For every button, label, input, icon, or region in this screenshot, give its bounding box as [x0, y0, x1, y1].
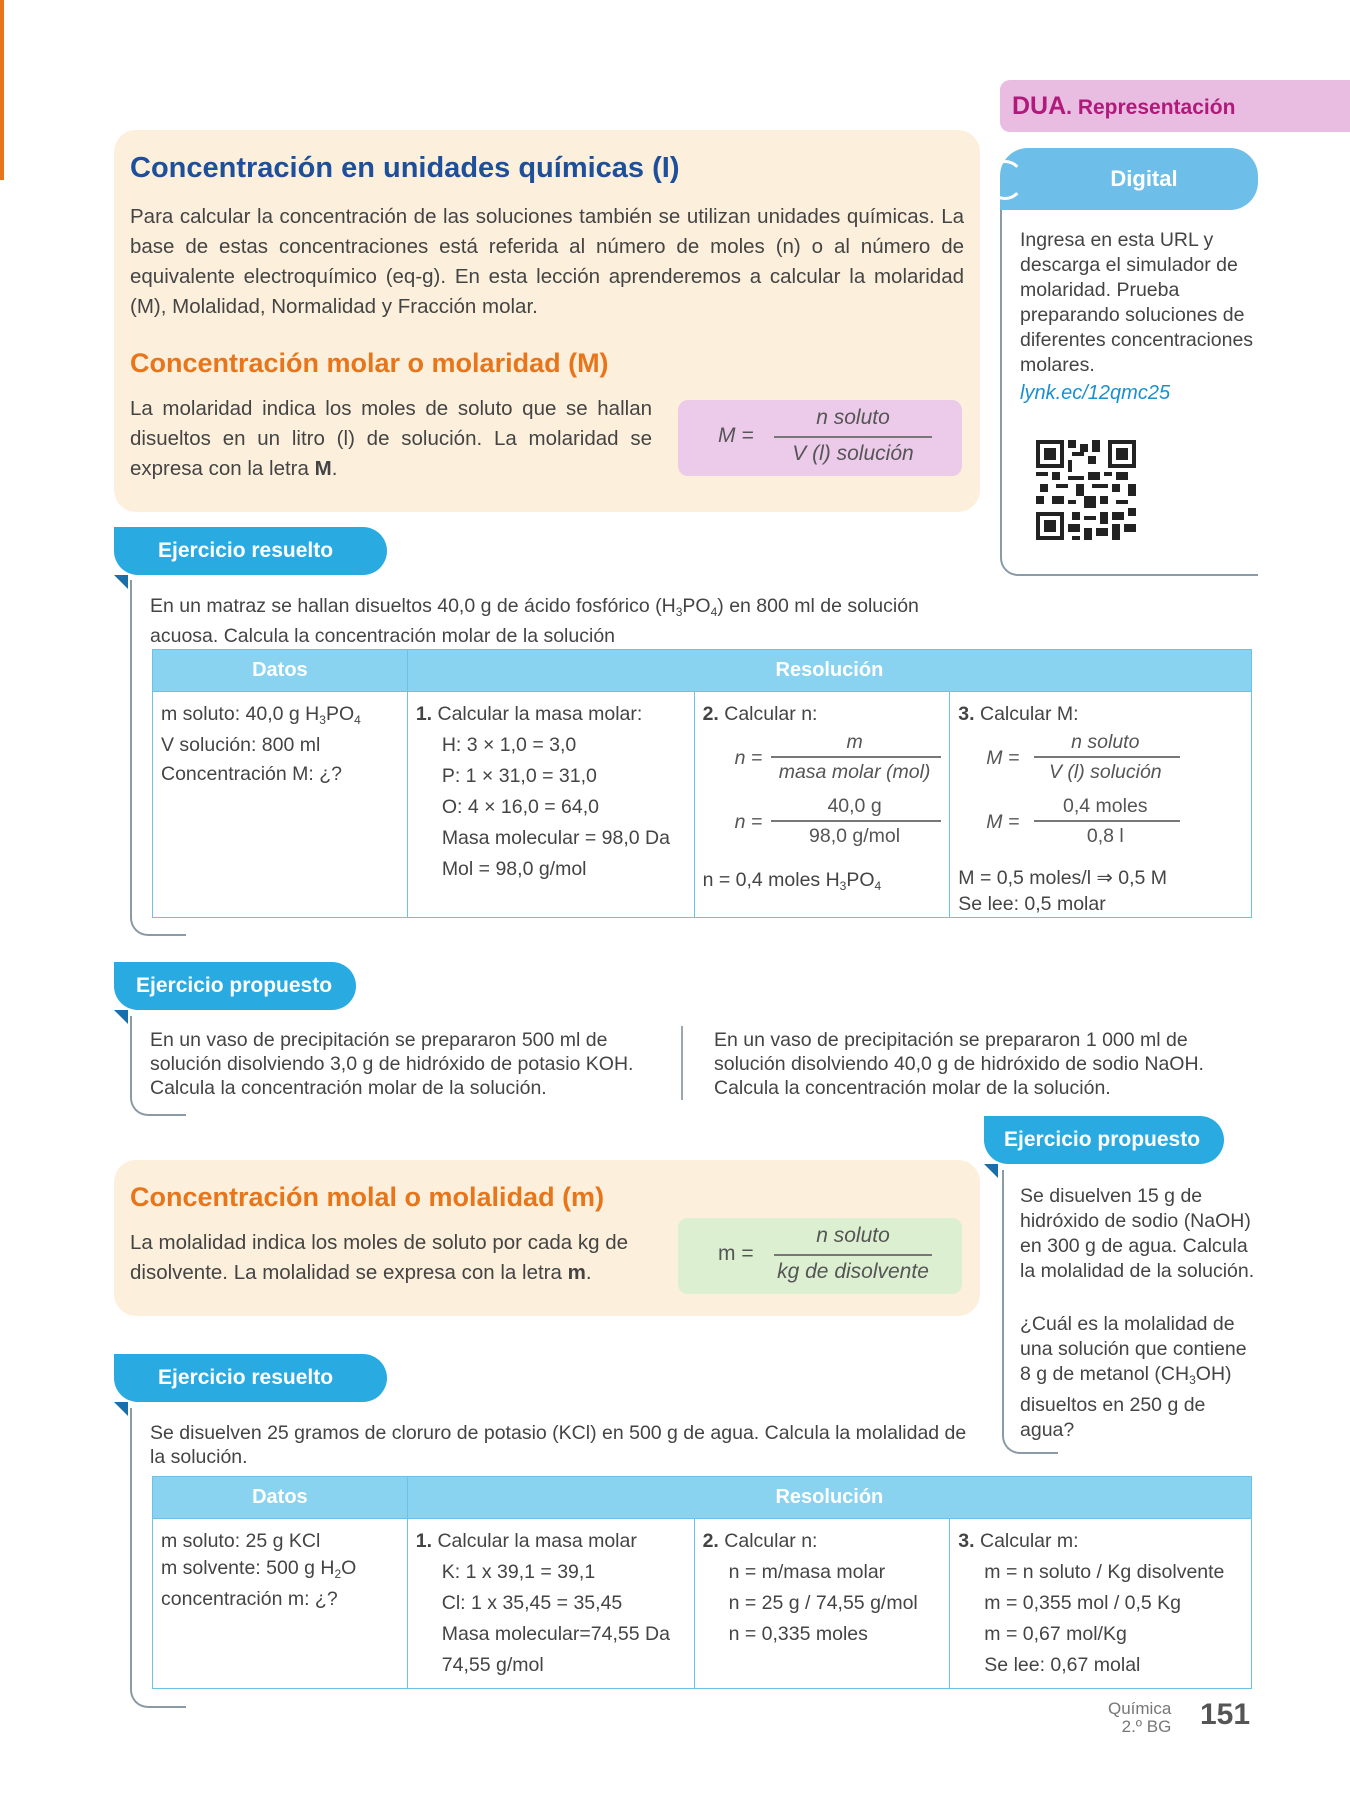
frac-den: 98,0 g/mol	[809, 825, 901, 847]
dua-sub-label: . Representación	[1066, 96, 1236, 119]
propuesto1-text-right: En un vaso de precipitación se prepararon 1 000 ml de solución disolviendo 40,0 g de hidróxido de sodio NaOH. Calcula la concentración molar de la solución.	[714, 1029, 1204, 1099]
step-title-text: Calcular la masa molar:	[432, 703, 643, 725]
step-title-text: Calcular M:	[974, 703, 1079, 725]
molaridad-description-end: .	[331, 457, 338, 480]
frac-den: 0,8 l	[1086, 825, 1124, 847]
step1-cell	[407, 692, 694, 918]
formula-lhs: m =	[718, 1242, 754, 1265]
step3-cell	[950, 1519, 1252, 1689]
frac-lhs: M =	[986, 747, 1020, 769]
datos-cell	[153, 692, 408, 918]
subsection-title-molalidad: Concentración molal o molalidad (m)	[130, 1182, 605, 1212]
digital-frame	[1000, 210, 1020, 576]
resuelto1-statement	[150, 594, 970, 648]
resuelto2-table	[152, 1476, 1252, 1689]
formula-lhs: M =	[718, 424, 754, 447]
molaridad-description	[130, 394, 652, 484]
step-line: m = 0,355 mol / 0,5 Kg	[984, 1592, 1182, 1614]
frac-den: V (l) solución	[1048, 761, 1162, 783]
step-title-text: Calcular la masa molar	[432, 1530, 637, 1552]
step-title	[416, 1527, 686, 1556]
datos-1s1: 3	[319, 713, 326, 727]
step-line: Se lee: 0,67 molal	[984, 1654, 1141, 1676]
frac-num: 0,4 moles	[1063, 795, 1148, 817]
frac-num: n soluto	[1071, 731, 1140, 753]
step3-result: M = 0,5 moles/l ⇒ 0,5 M	[958, 867, 1167, 889]
sidebar-propuesto-text2-sub: 3	[1189, 1373, 1196, 1387]
step-title	[703, 700, 942, 729]
step-number: 2.	[702, 1530, 719, 1552]
step-number: 3.	[958, 1530, 975, 1552]
step-line: H: 3 × 1,0 = 3,0	[441, 734, 577, 756]
page-edge-accent	[0, 0, 4, 180]
step3-cell	[950, 692, 1252, 918]
molaridad-description-bold: M	[314, 457, 332, 480]
resuelto1-stmt-sub1: 3	[675, 605, 683, 619]
footer-subject-name: Química	[1108, 1699, 1172, 1718]
formula-denominator: kg de disolvente	[777, 1260, 929, 1283]
step-title	[958, 700, 1243, 729]
frac-lhs: M =	[986, 811, 1020, 833]
datos-line	[161, 700, 399, 735]
digital-text: Ingresa en esta URL y descarga el simulador de molaridad. Prueba preparando soluciones de diferentes concentraciones molares.	[1020, 229, 1254, 376]
step-line: m = n soluto / Kg disolvente	[984, 1561, 1225, 1583]
table-head-resolucion: Resolución	[407, 650, 1251, 692]
datos-1b: PO	[325, 703, 355, 725]
page-number: 151	[1200, 1698, 1251, 1731]
step-line: K: 1 x 39,1 = 39,1	[441, 1561, 596, 1583]
datos-1a: m soluto: 40,0 g H	[161, 703, 320, 725]
resuelto1-stmt-a: En un matraz se hallan disueltos 40,0 g de ácido fosfórico (H	[150, 595, 676, 617]
resuelto2-tip	[114, 1402, 128, 1416]
datos-line: V solución: 800 ml	[161, 734, 321, 756]
step2-cell	[694, 1519, 950, 1689]
dua-label: DUA	[1012, 92, 1067, 120]
propuesto1-text-left: En un vaso de precipitación se prepararon 500 ml de solución disolviendo 3,0 g de hidróxido de potasio KOH. Calcula la concentración molar de la solución.	[150, 1029, 634, 1099]
digital-frame-bottom	[1018, 574, 1258, 576]
step2-result	[703, 866, 882, 901]
formula-bar	[774, 1254, 932, 1256]
datos-line	[161, 1554, 399, 1589]
molaridad-formula	[678, 400, 962, 476]
formula-bar	[774, 436, 932, 438]
step-title-text: Calcular n:	[718, 1530, 818, 1552]
step-line: n = 0,335 moles	[728, 1623, 868, 1645]
molalidad-description-text: La molalidad indica los moles de soluto por cada kg de disolvente. La molalidad se expresa con la letra	[130, 1231, 628, 1284]
step3-lee: Se lee: 0,5 molar	[958, 893, 1106, 915]
molalidad-formula	[678, 1218, 962, 1294]
frac-num: 40,0 g	[827, 795, 882, 817]
subsection-title-molaridad: Concentración molar o molaridad (M)	[130, 348, 609, 378]
step-number: 1.	[415, 703, 433, 725]
resuelto1-stmt-sub2: 4	[710, 605, 718, 619]
propuesto1-tip	[114, 1010, 128, 1024]
propuesto1-label: Ejercicio propuesto	[114, 962, 356, 1010]
step-title	[958, 1527, 1243, 1556]
datos-cell	[153, 1519, 408, 1689]
step-number: 2.	[702, 703, 719, 725]
frac-den: masa molar (mol)	[778, 761, 931, 783]
sidebar-propuesto-text1: Se disuelven 15 g de hidróxido de sodio (NaOH) en 300 g de agua. Calcula la molalidad de la solución.	[1020, 1185, 1255, 1282]
step-title	[703, 1527, 942, 1556]
step2-res-a: n = 0,4 moles H	[702, 869, 840, 891]
table-head-datos: Datos	[153, 650, 408, 692]
step-line: m = 0,67 mol/Kg	[984, 1623, 1127, 1645]
step-line: Mol = 98,0 g/mol	[441, 858, 587, 880]
resuelto1-stmt-c: ) en 800 ml de solución acuosa. Calcula la concentración molar de la solución	[150, 595, 919, 647]
frac-lhs: n =	[734, 811, 763, 833]
resuelto1-stmt-b: PO	[682, 595, 711, 617]
molalidad-description-end: .	[585, 1261, 592, 1284]
frac-num: m	[846, 731, 863, 753]
step-line: Masa molecular = 98,0 Da	[441, 827, 670, 849]
step2-res-b: PO	[846, 869, 875, 891]
digital-link[interactable]: lynk.ec/12qmc25	[1020, 382, 1171, 404]
resuelto2-statement: Se disuelven 25 gramos de cloruro de potasio (KCl) en 500 g de agua. Calcula la molalidad de la solución.	[150, 1422, 967, 1468]
sidebar-propuesto-text2-b: OH) disueltos en 250 g de agua?	[1020, 1363, 1232, 1441]
step2-cell	[694, 692, 950, 918]
sidebar-propuesto-text2-a: ¿Cuál es la molalidad de una solución que contiene 8 g de metanol (CH	[1020, 1313, 1247, 1385]
step-line: n = 25 g / 74,55 g/mol	[728, 1592, 918, 1614]
table-head-resolucion: Resolución	[407, 1477, 1251, 1519]
step-line: O: 4 × 16,0 = 64,0	[441, 796, 600, 818]
step-title-text: Calcular n:	[718, 703, 818, 725]
footer-grade: 2.º BG	[1121, 1717, 1172, 1736]
resuelto1-label: Ejercicio resuelto	[114, 527, 387, 575]
propuesto1-divider	[681, 1026, 683, 1100]
molalidad-description	[130, 1228, 650, 1288]
datos-line: concentración m: ¿?	[161, 1588, 338, 1610]
molalidad-description-bold: m	[567, 1261, 586, 1284]
step-line: Cl: 1 x 35,45 = 35,45	[441, 1592, 623, 1614]
resuelto1-table	[152, 649, 1252, 918]
digital-icon	[986, 160, 1024, 200]
step-title	[416, 700, 686, 729]
datos-line: m soluto: 25 g KCl	[161, 1530, 321, 1552]
resuelto1-tip	[114, 575, 128, 589]
section-intro: Para calcular la concentración de las soluciones también se utilizan unidades químicas. La base de estas concentraciones está referida al número de moles (n) o al número de equivalente electroquímico (eq-g). En esta lección aprenderemos a calcular la molaridad (M), Molalidad, Normalidad y Fracción molar.	[130, 205, 964, 318]
step-line: n = m/masa molar	[728, 1561, 886, 1583]
sidebar-propuesto-text2	[1020, 1312, 1260, 1443]
step-line: Masa molecular=74,55 Da	[441, 1623, 670, 1645]
resuelto2-label: Ejercicio resuelto	[114, 1354, 387, 1402]
step2-res-s2: 4	[874, 879, 882, 893]
sidebar-propuesto-tip	[984, 1164, 998, 1178]
table-head-datos: Datos	[153, 1477, 408, 1519]
molaridad-description-text: La molaridad indica los moles de soluto que se hallan disueltos en un litro (l) de solución. La molaridad se expresa con la letra	[130, 397, 652, 480]
step-number: 1.	[415, 1530, 433, 1552]
footer-subject	[1108, 1700, 1171, 1736]
step2-res-s1: 3	[839, 879, 847, 893]
dua-header	[1000, 80, 1350, 132]
datos-2s: 2	[334, 1567, 342, 1581]
sidebar-propuesto-label: Ejercicio propuesto	[984, 1116, 1224, 1164]
formula-numerator: n soluto	[816, 406, 890, 429]
step-title-text: Calcular m:	[974, 1530, 1079, 1552]
section-title: Concentración en unidades químicas (I)	[130, 152, 680, 184]
datos-line: Concentración M: ¿?	[161, 763, 342, 785]
qr-code-icon[interactable]	[1036, 440, 1136, 540]
formula-denominator: V (l) solución	[792, 442, 914, 465]
formula-numerator: n soluto	[816, 1224, 890, 1247]
datos-2b: O	[341, 1557, 357, 1579]
datos-1s2: 4	[354, 713, 361, 727]
datos-2a: m solvente: 500 g H	[161, 1557, 335, 1579]
frac-lhs: n =	[734, 747, 763, 769]
step-number: 3.	[958, 703, 975, 725]
step-line: 74,55 g/mol	[441, 1654, 544, 1676]
step-line: P: 1 × 31,0 = 31,0	[441, 765, 597, 787]
step1-cell	[407, 1519, 694, 1689]
digital-badge: Digital	[1000, 148, 1258, 210]
